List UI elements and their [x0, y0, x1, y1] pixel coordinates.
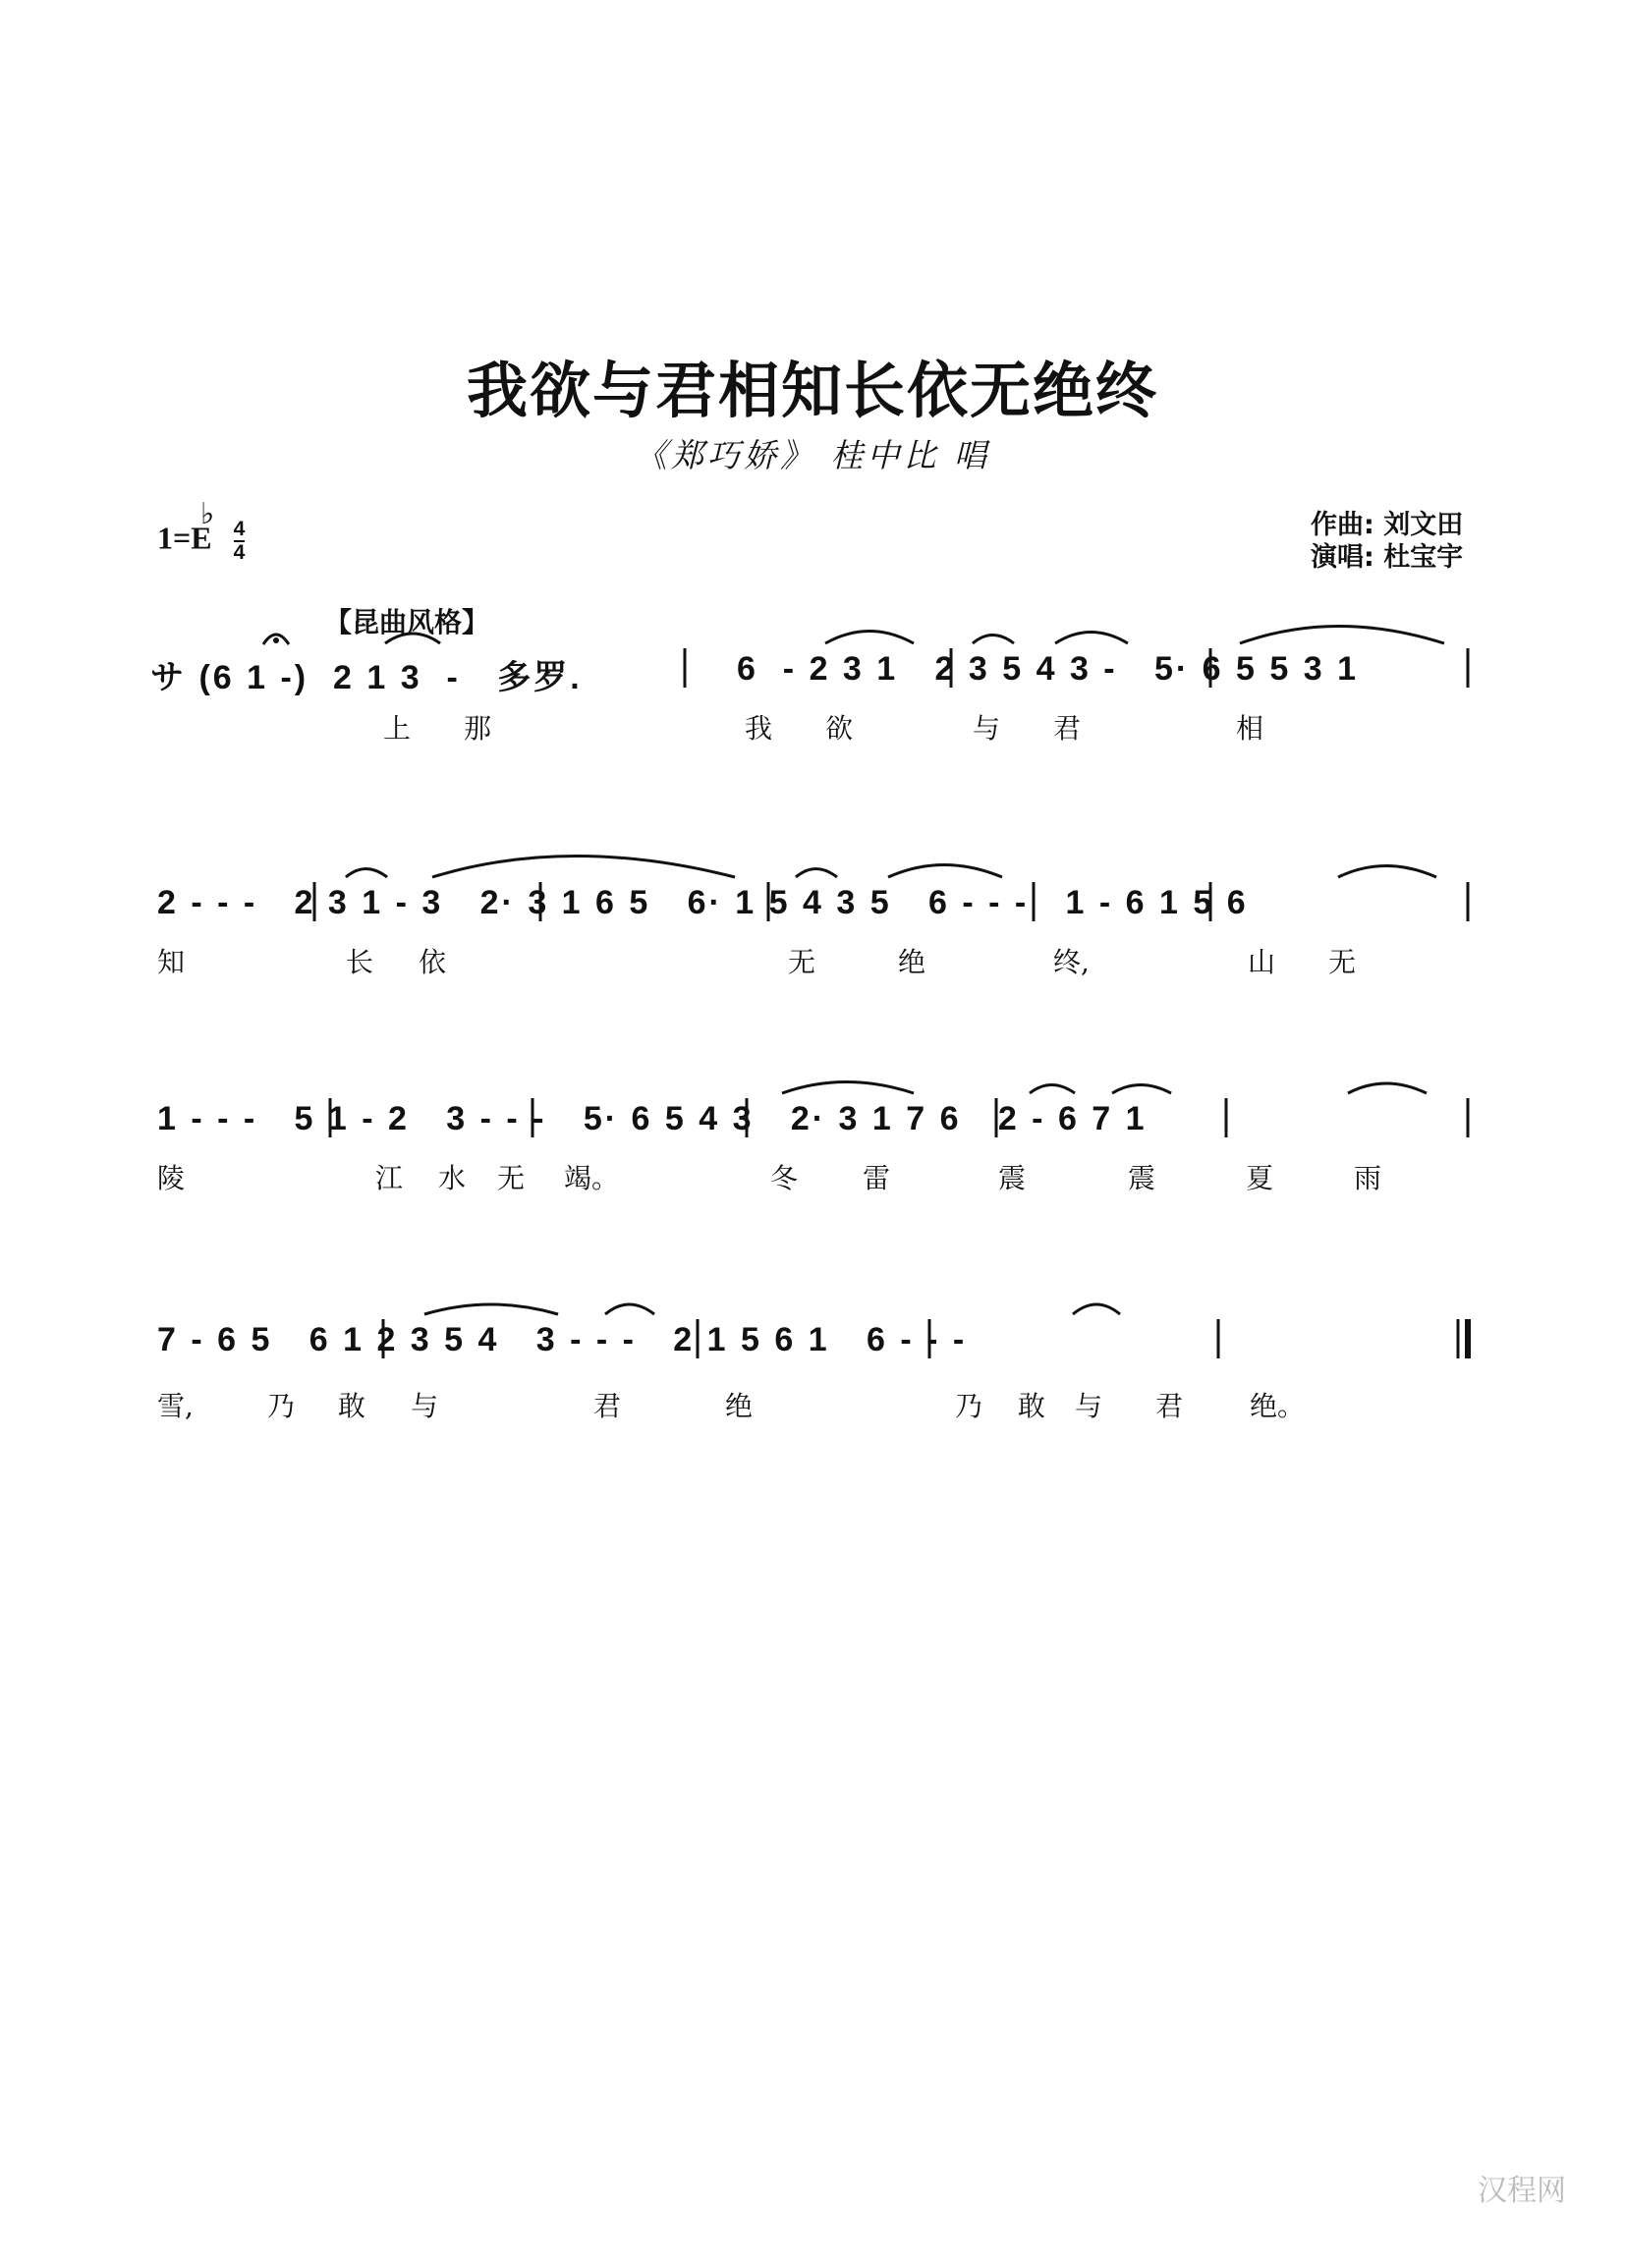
- lyric: 与: [1075, 1390, 1103, 1422]
- lyric: 冬: [770, 1162, 799, 1194]
- slur: [782, 1082, 914, 1094]
- lyric: 绝: [725, 1390, 754, 1422]
- lyric: 绝。: [1250, 1390, 1306, 1422]
- slur: [1348, 1083, 1427, 1093]
- slur: [973, 636, 1014, 644]
- singer-credit: 演唱: 杜宝宇: [1311, 542, 1464, 573]
- lyric: 竭。: [564, 1162, 620, 1194]
- lyric: 震: [1128, 1162, 1156, 1194]
- slur: [605, 1304, 654, 1314]
- slur: [1112, 1085, 1171, 1094]
- flat-sign: ♭: [200, 497, 215, 531]
- lyric: 水: [438, 1162, 467, 1194]
- lyric: 那: [464, 712, 492, 745]
- lyric: 知: [157, 946, 186, 978]
- lyric: 君: [1155, 1390, 1184, 1422]
- slur: [385, 634, 440, 643]
- slur: [424, 1304, 558, 1314]
- key-label: 1=E: [157, 520, 212, 556]
- score-line-1-notes-b: 6 - 2 3 1 2 3 5 4 3 - 5· 6 5 5 3 1: [737, 650, 1359, 688]
- lyric: 敢: [338, 1390, 366, 1422]
- slur: [888, 865, 1002, 878]
- lyric: 与: [973, 712, 1001, 745]
- lyric: 终,: [1053, 946, 1090, 978]
- slur: [825, 632, 914, 644]
- lyric: 相: [1236, 712, 1264, 745]
- slur: [1073, 1304, 1120, 1314]
- lyric: 绝: [898, 946, 926, 978]
- lyric: 与: [411, 1390, 439, 1422]
- lyric: 无: [497, 1162, 526, 1194]
- style-label: 【昆曲风格】: [324, 606, 490, 638]
- fermata-icon: [263, 635, 289, 644]
- slur: [1030, 1085, 1075, 1094]
- slur: [1055, 633, 1128, 644]
- lyric: 乃: [267, 1390, 296, 1422]
- song-title: 我欲与君相知长依无绝终: [466, 355, 1158, 426]
- slur: [432, 857, 735, 878]
- lyric: 江: [375, 1162, 404, 1194]
- lyric: 雪,: [157, 1390, 194, 1422]
- slur: [1338, 866, 1436, 878]
- composer-credit: 作曲: 刘文田: [1311, 510, 1464, 540]
- time-sig-top: 4: [233, 518, 246, 540]
- lyric: 上: [383, 712, 412, 745]
- lyric: 雷: [863, 1162, 891, 1194]
- song-subtitle: 《郑巧娇》 桂中比 唱: [635, 436, 990, 474]
- lyric: 山: [1248, 946, 1276, 978]
- lyric: 我: [745, 712, 773, 745]
- lyric: 敢: [1018, 1390, 1046, 1422]
- lyric: 欲: [825, 712, 854, 745]
- lyric: 无: [1328, 946, 1357, 978]
- score-line-3-notes: 1 - - - 5 1 - 2 3 - - - 5· 6 5 4 3 2· 3 1 7 6 2 - 6 7 1: [157, 1100, 1148, 1137]
- lyric: 雨: [1354, 1162, 1382, 1194]
- time-sig-bottom: 4: [233, 541, 246, 564]
- lyric: 乃: [955, 1390, 983, 1422]
- lyric: 夏: [1246, 1162, 1274, 1194]
- score-line-2-notes: 2 - - - 2 3 1 - 3 2· 3 1 6 5 6· 1 5 4 3 5 6 - - - 1 - 6 1 5 6: [157, 884, 1249, 921]
- lyric: 依: [419, 946, 447, 978]
- lyric: 君: [593, 1390, 622, 1422]
- score-line-1-notes: サ (6 1 -) 2 1 3 - 多罗.: [150, 659, 583, 696]
- lyric: 长: [346, 946, 374, 978]
- slur: [796, 869, 837, 878]
- slur: [346, 869, 387, 878]
- slur: [1240, 627, 1444, 644]
- lyric: 君: [1053, 712, 1082, 745]
- lyric: 无: [788, 946, 816, 978]
- watermark: 汉程网: [1478, 2174, 1566, 2208]
- score-line-4-notes: 7 - 6 5 6 1 2 3 5 4 3 - - - 2 1 5 6 1 6 - - -: [157, 1321, 968, 1358]
- lyric: 震: [998, 1162, 1027, 1194]
- lyric: 陵: [157, 1162, 186, 1194]
